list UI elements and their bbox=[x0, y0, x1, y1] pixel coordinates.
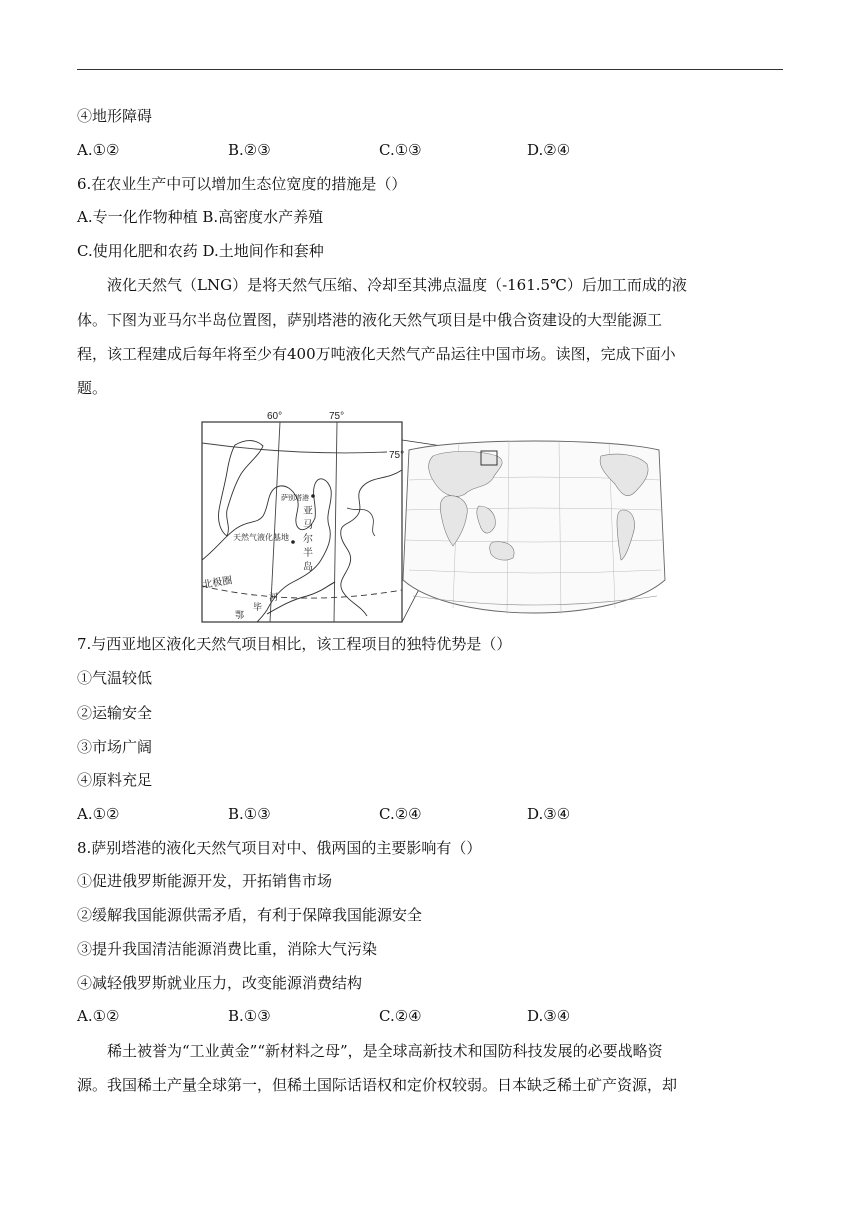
river-char-3: 毕 bbox=[253, 602, 263, 612]
q5-option-b: B.②③ bbox=[228, 141, 271, 159]
q7-item-1: ①气温较低 bbox=[77, 669, 153, 687]
q8-item-4: ④减轻俄罗斯就业压力，改变能源消费结构 bbox=[77, 974, 363, 992]
q6-stem: 6.在农业生产中可以增加生态位宽度的措施是（） bbox=[77, 175, 407, 193]
q8-option-d: D.③④ bbox=[527, 1007, 571, 1025]
q7-item-4: ④原料充足 bbox=[77, 771, 153, 789]
q7-stem: 7.与西亚地区液化天然气项目相比，该工程项目的独特优势是（） bbox=[77, 635, 512, 653]
lng-line-3: 程，该工程建成后每年将至少有400万吨液化天然气产品运往中国市场。读图，完成下面小 bbox=[77, 345, 676, 363]
lng-line-1: 液化天然气（LNG）是将天然气压缩、冷却至其沸点温度（-161.5℃）后加工而成的液 bbox=[107, 276, 687, 294]
q5-option-a: A.①② bbox=[77, 141, 120, 159]
q7-option-a: A.①② bbox=[77, 805, 120, 823]
q8-option-b: B.①③ bbox=[228, 1007, 271, 1025]
q8-option-a: A.①② bbox=[77, 1007, 120, 1025]
q7-option-b: B.①③ bbox=[228, 805, 271, 823]
q6-options-ab: A.专一化作物种植 B.高密度水产养殖 bbox=[77, 208, 324, 226]
peninsula-char-2: 马 bbox=[303, 520, 313, 531]
river-char-2: 鄂 bbox=[235, 610, 245, 620]
q8-options bbox=[77, 1006, 677, 1026]
q7-option-d: D.③④ bbox=[527, 805, 571, 823]
q5-item-4: ④地形障碍 bbox=[77, 107, 153, 125]
river-char-1: 河 bbox=[269, 592, 279, 602]
peninsula-char-1: 亚 bbox=[303, 506, 313, 517]
port-label: 萨别塔港 bbox=[281, 495, 309, 502]
lat-75-label: 75° bbox=[389, 450, 405, 461]
lon-75-label: 75° bbox=[329, 411, 345, 422]
q5-option-d: D.②④ bbox=[527, 141, 571, 159]
rare-earth-line-1: 稀土被誉为“工业黄金”“新材料之母”，是全球高新技术和国防科技发展的必要战略资 bbox=[107, 1042, 663, 1060]
world-map-inset bbox=[403, 440, 665, 614]
yamal-peninsula-map bbox=[197, 410, 667, 626]
q7-item-2: ②运输安全 bbox=[77, 704, 153, 722]
q7-option-c: C.②④ bbox=[379, 805, 422, 823]
q7-options bbox=[77, 804, 677, 824]
rare-earth-line-2: 源。我国稀土产量全球第一，但稀土国际话语权和定价权较弱。日本缺乏稀土矿产资源，却 bbox=[77, 1076, 678, 1094]
rare-earth-passage bbox=[77, 1041, 783, 1095]
peninsula-char-4: 半 bbox=[303, 548, 313, 559]
q7-item-3: ③市场广阔 bbox=[77, 738, 153, 756]
q5-options bbox=[77, 140, 677, 160]
lng-line-4: 题。 bbox=[77, 379, 108, 397]
q5-option-c: C.①③ bbox=[379, 141, 422, 159]
peninsula-char-3: 尔 bbox=[303, 534, 313, 545]
peninsula-char-5: 岛 bbox=[303, 562, 313, 573]
lng-passage bbox=[77, 275, 783, 398]
q8-item-3: ③提升我国清洁能源消费比重，消除大气污染 bbox=[77, 940, 378, 958]
lng-line-2: 体。下图为亚马尔半岛位置图，萨别塔港的液化天然气项目是中俄合资建设的大型能源工 bbox=[77, 311, 663, 329]
lng-base-label: 天然气液化基地 bbox=[233, 533, 289, 542]
q6-options-cd: C.使用化肥和农药 D.土地间作和套种 bbox=[77, 242, 324, 260]
q8-item-2: ②缓解我国能源供需矛盾，有利于保障我国能源安全 bbox=[77, 906, 423, 924]
q8-option-c: C.②④ bbox=[379, 1007, 422, 1025]
lon-60-label: 60° bbox=[267, 411, 283, 422]
q8-stem: 8.萨别塔港的液化天然气项目对中、俄两国的主要影响有（） bbox=[77, 839, 482, 857]
q8-item-1: ①促进俄罗斯能源开发，开拓销售市场 bbox=[77, 872, 333, 890]
arctic-circle-label: 北极圈 bbox=[201, 575, 234, 591]
header-rule bbox=[77, 69, 783, 70]
